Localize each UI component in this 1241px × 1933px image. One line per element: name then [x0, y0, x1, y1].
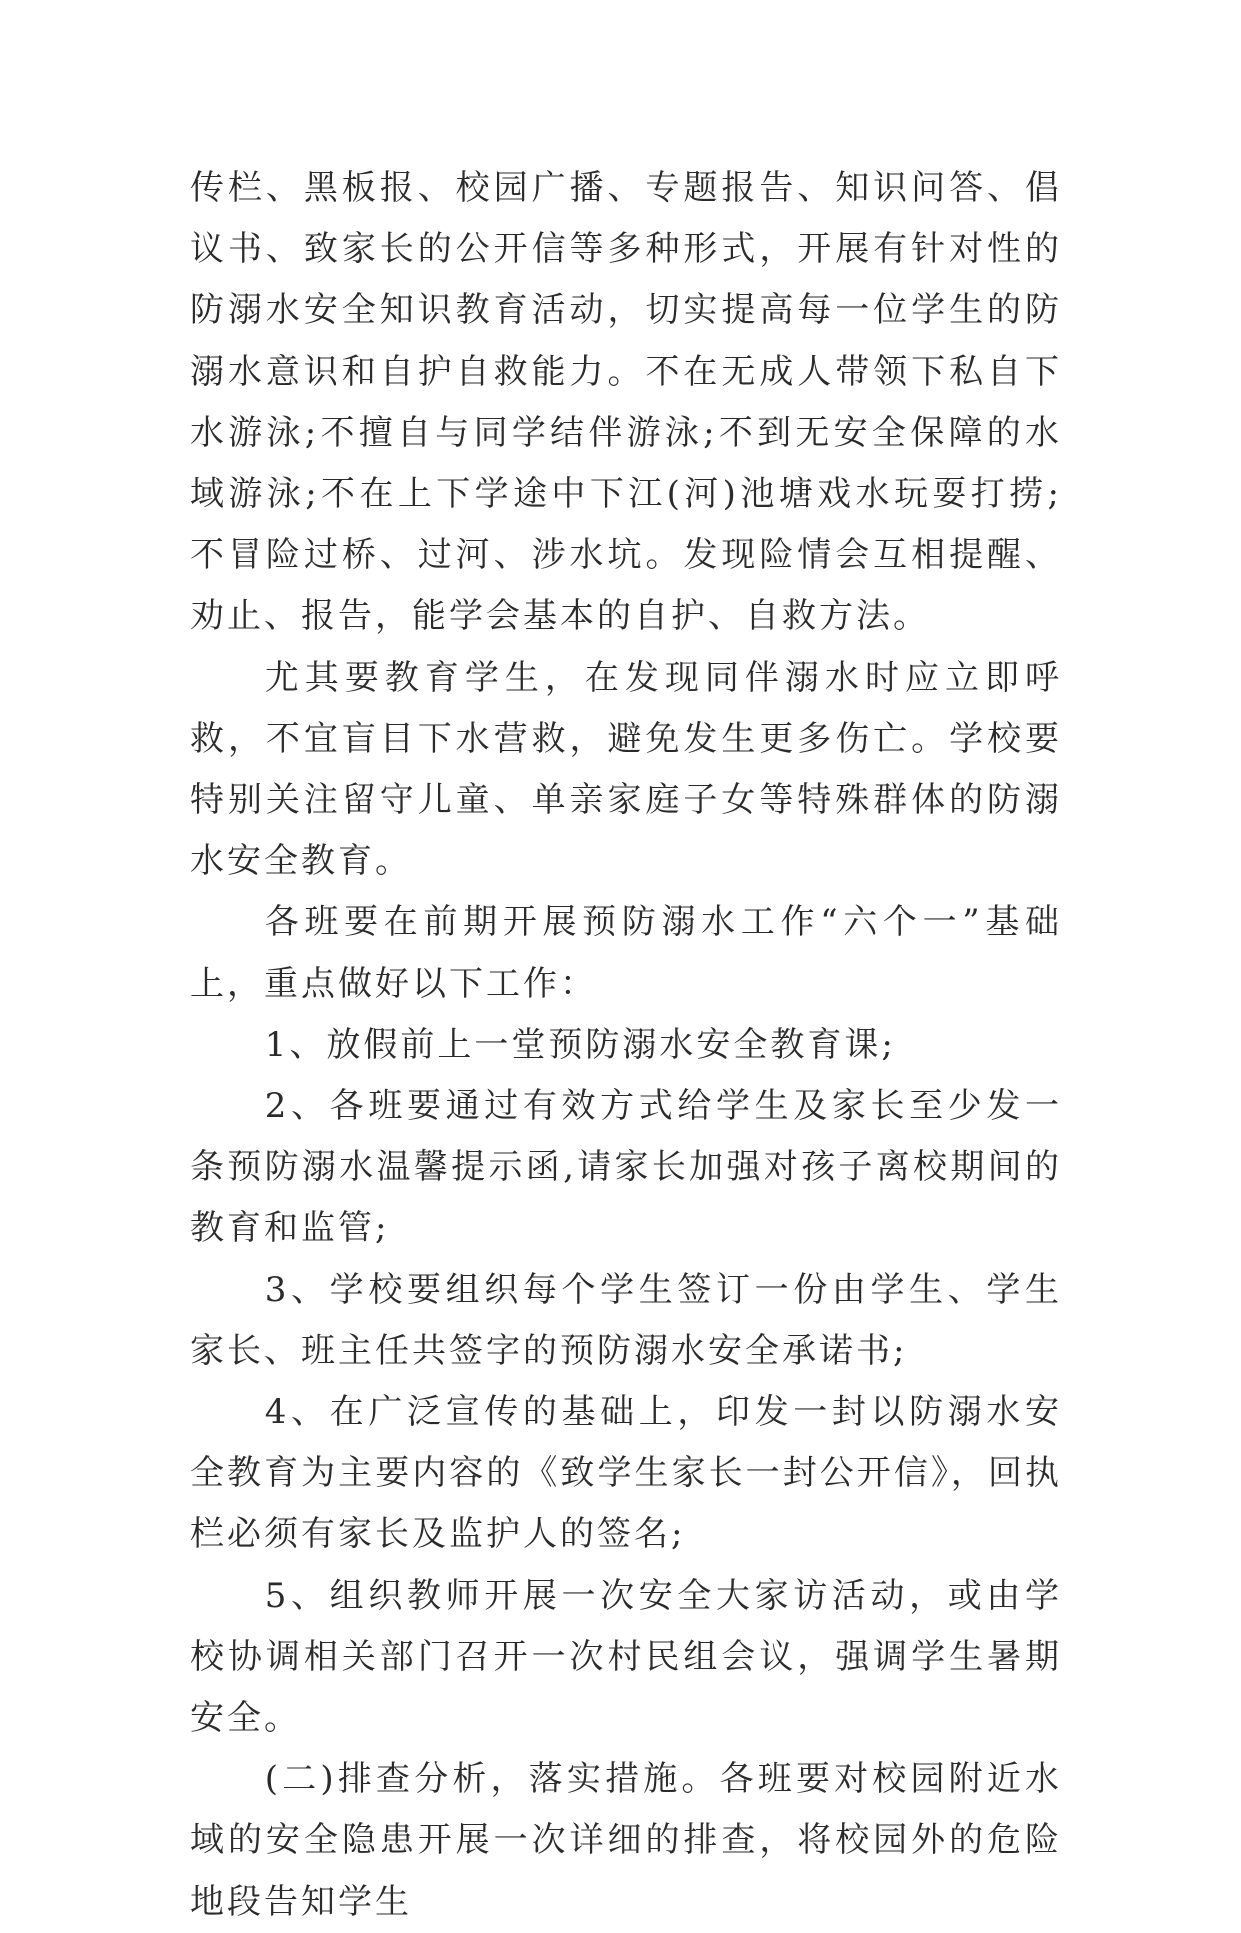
list-item-4: 4、在广泛宣传的基础上，印发一封以防溺水安全教育为主要内容的《致学生家长一封公开信》，回执栏必须有家长及监护人的签名; [190, 1392, 1062, 1555]
paragraph-1: 传栏、黑板报、校园广播、专题报告、知识问答、倡议书、致家长的公开信等多种形式，开展有针对性的防溺水安全知识教育活动，切实提高每一位学生的防溺水意识和自护自救能力。不在无成人带领下私自下水游泳;不擅自与同学结伴游泳;不到无安全保障的水域游泳;不在上下学途中下江(河)池塘戏水玩耍打捞;不冒险过桥、过河、涉水坑。发现险情会互相提醒、劝止、报告，能学会基本的自护、自救方法。 [190, 168, 1062, 637]
paragraph-3: 各班要在前期开展预防溺水工作“六个一”基础上，重点做好以下工作： [190, 902, 1062, 1004]
list-item-5: 5、组织教师开展一次安全大家访活动，或由学校协调相关部门召开一次村民组会议，强调学生暑期安全。 [190, 1575, 1062, 1739]
document-body [190, 158, 1062, 1933]
list-item-2: 2、各班要通过有效方式给学生及家长至少发一条预防溺水温馨提示函,请家长加强对孩子离校期间的教育和监管; [190, 1086, 1062, 1249]
list-item-3: 3、学校要组织每个学生签订一份由学生、学生家长、班主任共签字的预防溺水安全承诺书; [190, 1269, 1062, 1371]
paragraph-section-2: (二)排查分析，落实措施。各班要对校园附近水域的安全隐患开展一次详细的排查，将校园外的危险地段告知学生 [190, 1759, 1062, 1922]
paragraph-2: 尤其要教育学生，在发现同伴溺水时应立即呼救，不宜盲目下水营救，避免发生更多伤亡。学校要特别关注留守儿童、单亲家庭子女等特殊群体的防溺水安全教育。 [190, 657, 1062, 882]
list-item-1: 1、放假前上一堂预防溺水安全教育课; [264, 1024, 896, 1065]
